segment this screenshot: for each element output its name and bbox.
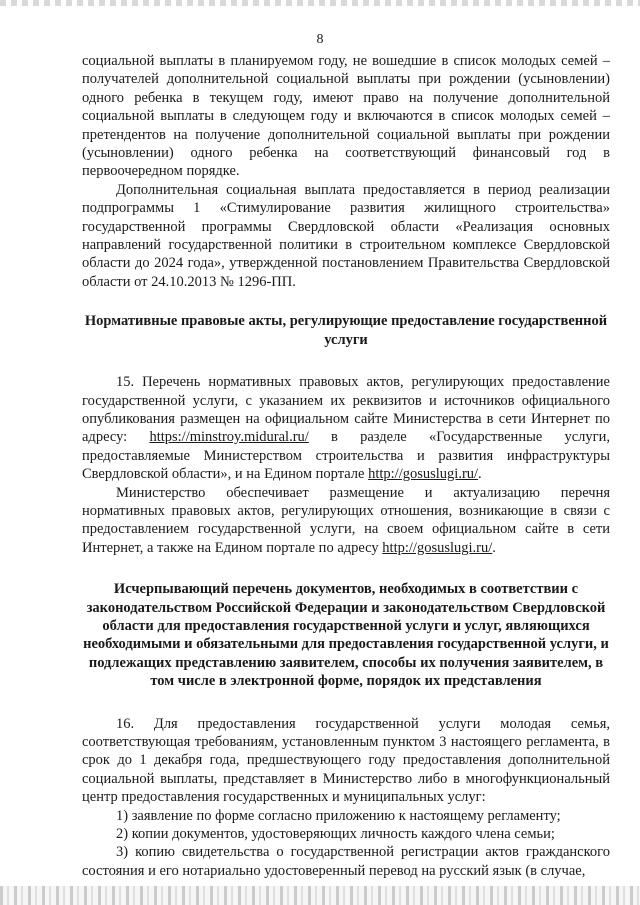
section-heading-legal-acts: Нормативные правовые акты, регулирующие предоставление государственной услуги (84, 313, 608, 348)
paragraph-15-ministry (82, 484, 610, 558)
paragraph-15 (82, 373, 610, 483)
paragraph-15-text-2: в разделе «Государственные услуги, предоставляемые Министерством строительства и развития инфраструктуры Свердловской области», и на Едином портале (82, 429, 610, 483)
paragraph-continuation: социальной выплаты в планируемом году, не вошедшие в список молодых семей – получателей дополнительной социальной выплаты при рождении (усыновлении) одного ребенка в текущем году, имеют право на получение дополнительной социальной выплаты в следующем году и включаются в список молодых семей – претендентов на получение дополнительной социальной выплаты при рождении (усыновлении) одного ребенка на соответствующий финансовый год в первоочередном порядке. (82, 53, 610, 180)
section-heading-documents: Исчерпывающий перечень документов, необходимых в соответствии с законодательством Российской Федерации и законодательством Свердловской области для предоставления государственной услуги и услуг, являющихся необходимыми и обязательными для предоставления государственной услуги, и подлежащих представлению заявителем, способы их получения заявителем, в том числе в электронной форме, порядок их представления (83, 581, 609, 690)
gosuslugi-link-2[interactable]: http://gosuslugi.ru/ (382, 539, 493, 556)
document-body (82, 52, 610, 880)
list-item: 3) копию свидетельства о государственной регистрации актов гражданского состояния и его нотариально удостоверенный перевод на русский язык (в случае, (82, 844, 610, 879)
list-item: 2) копии документов, удостоверяющих личность каждого члена семьи; (116, 826, 555, 843)
paragraph-15-text-3: . (478, 466, 482, 483)
ministry-site-link[interactable]: https://minstroy.midural.ru/ (149, 429, 309, 446)
paragraph-subprogram: Дополнительная социальная выплата предоставляется в период реализации подпрограммы 1 «Стимулирование развития жилищного строительства» государственной программы Свердловской области «Реализация основных направлений государственной политики в строительном комплексе Свердловской области до 2024 года», утвержденной постановлением Правительства Свердловской области от 24.10.2013 № 1296-ПП. (82, 181, 610, 290)
paragraph-15-text-1: 15. Перечень нормативных правовых актов, регулирующих предоставление государственной услуги, с указанием их реквизитов и источников официального опубликования размещен на официальном сайте Министерства в сети Интернет по адресу: (82, 374, 610, 446)
scan-top-edge (0, 0, 640, 6)
paragraph-15-ministry-text: Министерство обеспечивает размещение и актуализацию перечня нормативных правовых актов, регулирующих отношения, возникающие в связи с предоставлением государственной услуги, на своем официальном сайте в сети Интернет, а также на Едином портале по адресу (82, 484, 610, 556)
paragraph-15-ministry-end: . (492, 539, 496, 556)
gosuslugi-link[interactable]: http://gosuslugi.ru/ (368, 466, 479, 483)
list-item: 1) заявление по форме согласно приложению к настоящему регламенту; (116, 807, 561, 824)
scan-bottom-edge (0, 886, 640, 905)
page-number: 8 (316, 32, 324, 47)
paragraph-16: 16. Для предоставления государственной услуги молодая семья, соответствующая требованиям, установленным пунктом 3 настоящего регламента, в срок до 1 декабря года, предшествующего году предоставления дополнительной социальной выплаты, представляет в Министерство либо в многофункциональный центр предоставления государственных и муниципальных услуг: (82, 715, 610, 806)
